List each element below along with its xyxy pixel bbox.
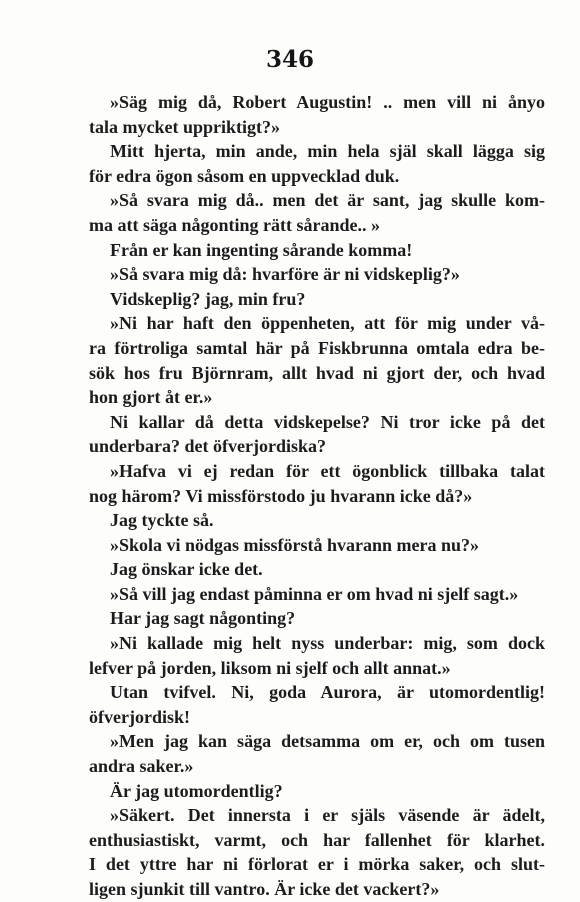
text-line: »Så vill jag endast påminna er om hvad ni sjelf sagt.» (110, 583, 519, 604)
text-line: »Ni har haft den öppenheten, att för mig under vå- (110, 313, 545, 334)
text-line: »Ni kallade mig helt nyss underbar: mig, som dock (110, 633, 545, 654)
text-line: för edra ögon såsom en uppvecklad duk. (89, 165, 400, 186)
text-line: enthusiastiskt, varmt, och har fallenhet för klarhet. (89, 829, 545, 850)
text-line: Mitt hjerta, min ande, min hela själ skall lägga sig (110, 141, 545, 162)
text-line: »Hafva vi ej redan för ett ögonblick tillbaka talat (110, 460, 545, 481)
text-line: »Säkert. Det innersta i er själs väsende är ädelt, (110, 805, 545, 826)
text-line: Jag önskar icke det. (110, 559, 263, 580)
text-line: öfverjordisk! (89, 706, 190, 727)
text-line: Utan tvifvel. Ni, goda Aurora, är utomordentlig! (110, 682, 545, 703)
text-line: »Säg mig då, Robert Augustin! .. men vill ni ånyo (110, 92, 545, 112)
text-line: sök hos fru Björnram, allt hvad ni gjort der, och hvad (89, 362, 545, 383)
text-line: »Men jag kan säga detsamma om er, och om tusen (110, 731, 545, 752)
text-line: »Så svara mig då: hvarföre är ni vidskeplig?» (110, 264, 460, 285)
text-line: hon gjort åt er.» (89, 387, 213, 408)
text-line: andra saker.» (89, 756, 194, 777)
page-number: 346 (265, 46, 314, 73)
text-line: Från er kan ingenting sårande komma! (110, 239, 413, 260)
body-text (89, 90, 545, 902)
text-line: ra förtroliga samtal här på Fiskbrunna omtala edra be- (89, 337, 545, 358)
text-line: lefver på jorden, liksom ni sjelf och allt annat.» (89, 657, 451, 678)
text-line: Vidskeplig? jag, min fru? (110, 288, 306, 309)
text-line: Har jag sagt någonting? (110, 608, 296, 629)
text-line: »Så svara mig då.. men det är sant, jag skulle kom- (110, 190, 545, 211)
text-line: tala mycket uppriktigt?» (89, 116, 280, 137)
text-line: Jag tyckte så. (110, 510, 214, 531)
text-line: Är jag utomordentlig? (110, 780, 283, 801)
text-line: ligen sjunkit till vantro. Är icke det vackert?» (89, 879, 440, 899)
text-line: I det yttre har ni förlorat er i mörka saker, och slut- (89, 854, 545, 875)
text-line: Ni kallar då detta vidskepelse? Ni tror icke på det (110, 411, 545, 432)
text-line: ma att säga någonting rätt sårande.. » (89, 214, 380, 235)
text-line: nog härom? Vi missförstodo ju hvarann icke då?» (89, 485, 473, 506)
text-line: underbara? det öfverjordiska? (89, 436, 326, 457)
text-line: »Skola vi nödgas missförstå hvarann mera nu?» (110, 534, 480, 555)
